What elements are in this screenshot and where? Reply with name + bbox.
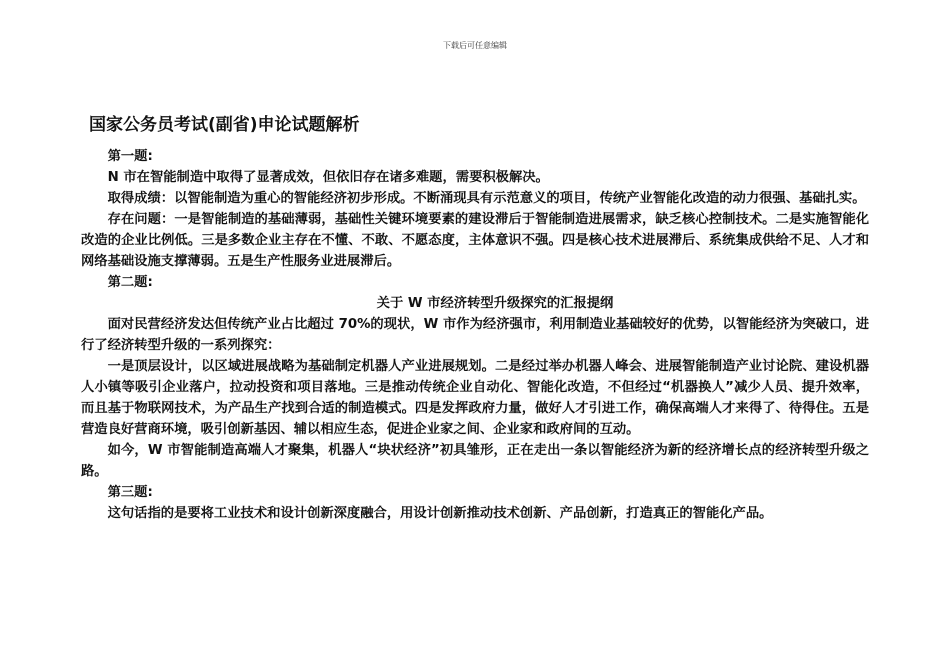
question-1-paragraph-2: 取得成绩：以智能制造为重心的智能经济初步形成。不断涌现具有示范意义的项目，传统产业智能化改造的动力很强、基础扎实。 xyxy=(107,191,866,206)
document-body xyxy=(81,113,869,524)
question-2-paragraph-3: 如今，W 市智能制造高端人才聚集，机器人“块状经济”初具雏形，正在走出一条以智能经济为新的经济增长点的经济转型升级之路。 xyxy=(81,443,869,479)
question-3-label: 第三题: xyxy=(107,485,153,500)
question-2-label: 第二题: xyxy=(107,275,153,290)
question-1-paragraph-1: N 市在智能制造中取得了显著成效，但依旧存在诸多难题，需要积极解决。 xyxy=(107,170,549,185)
question-2-paragraph-1: 面对民营经济发达但传统产业占比超过 70%的现状，W 市作为经济强市，利用制造业基础较好的优势，以智能经济为突破口，进行了经济转型升级的一系列探究： xyxy=(81,317,869,353)
question-1-label: 第一题: xyxy=(107,149,153,164)
page-header-note: 下载后可任意编辑 xyxy=(443,41,507,50)
document-title: 国家公务员考试(副省)申论试题解析 xyxy=(89,115,360,135)
question-3-paragraph-1: 这句话指的是要将工业技术和设计创新深度融合，用设计创新推动技术创新、产品创新，打造真正的智能化产品。 xyxy=(107,506,773,521)
question-2-report-title: 关于 W 市经济转型升级探究的汇报提纲 xyxy=(376,296,614,311)
question-1-paragraph-3: 存在问题：一是智能制造的基础薄弱，基础性关键环境要素的建设滞后于智能制造进展需求，缺乏核心控制技术。二是实施智能化改造的企业比例低。三是多数企业主存在不懂、不敢、不愿态度，主体意识不强。四是核心技术进展滞后、系统集成供给不足、人才和网络基础设施支撑薄弱。五是生产性服务业进展滞后。 xyxy=(81,212,869,269)
question-2-paragraph-2: 一是顶层设计，以区域进展战略为基础制定机器人产业进展规划。二是经过举办机器人峰会、进展智能制造产业讨论院、建设机器人小镇等吸引企业落户，拉动投资和项目落地。三是推动传统企业自动化、智能化改造，不但经过“机器换人”减少人员、提升效率，而且基于物联网技术，为产品生产找到合适的制造模式。四是发挥政府力量，做好人才引进工作，确保高端人才来得了、待得住。五是营造良好营商环境，吸引创新基因、辅以相应生态，促进企业家之间、企业家和政府间的互动。 xyxy=(81,359,869,437)
